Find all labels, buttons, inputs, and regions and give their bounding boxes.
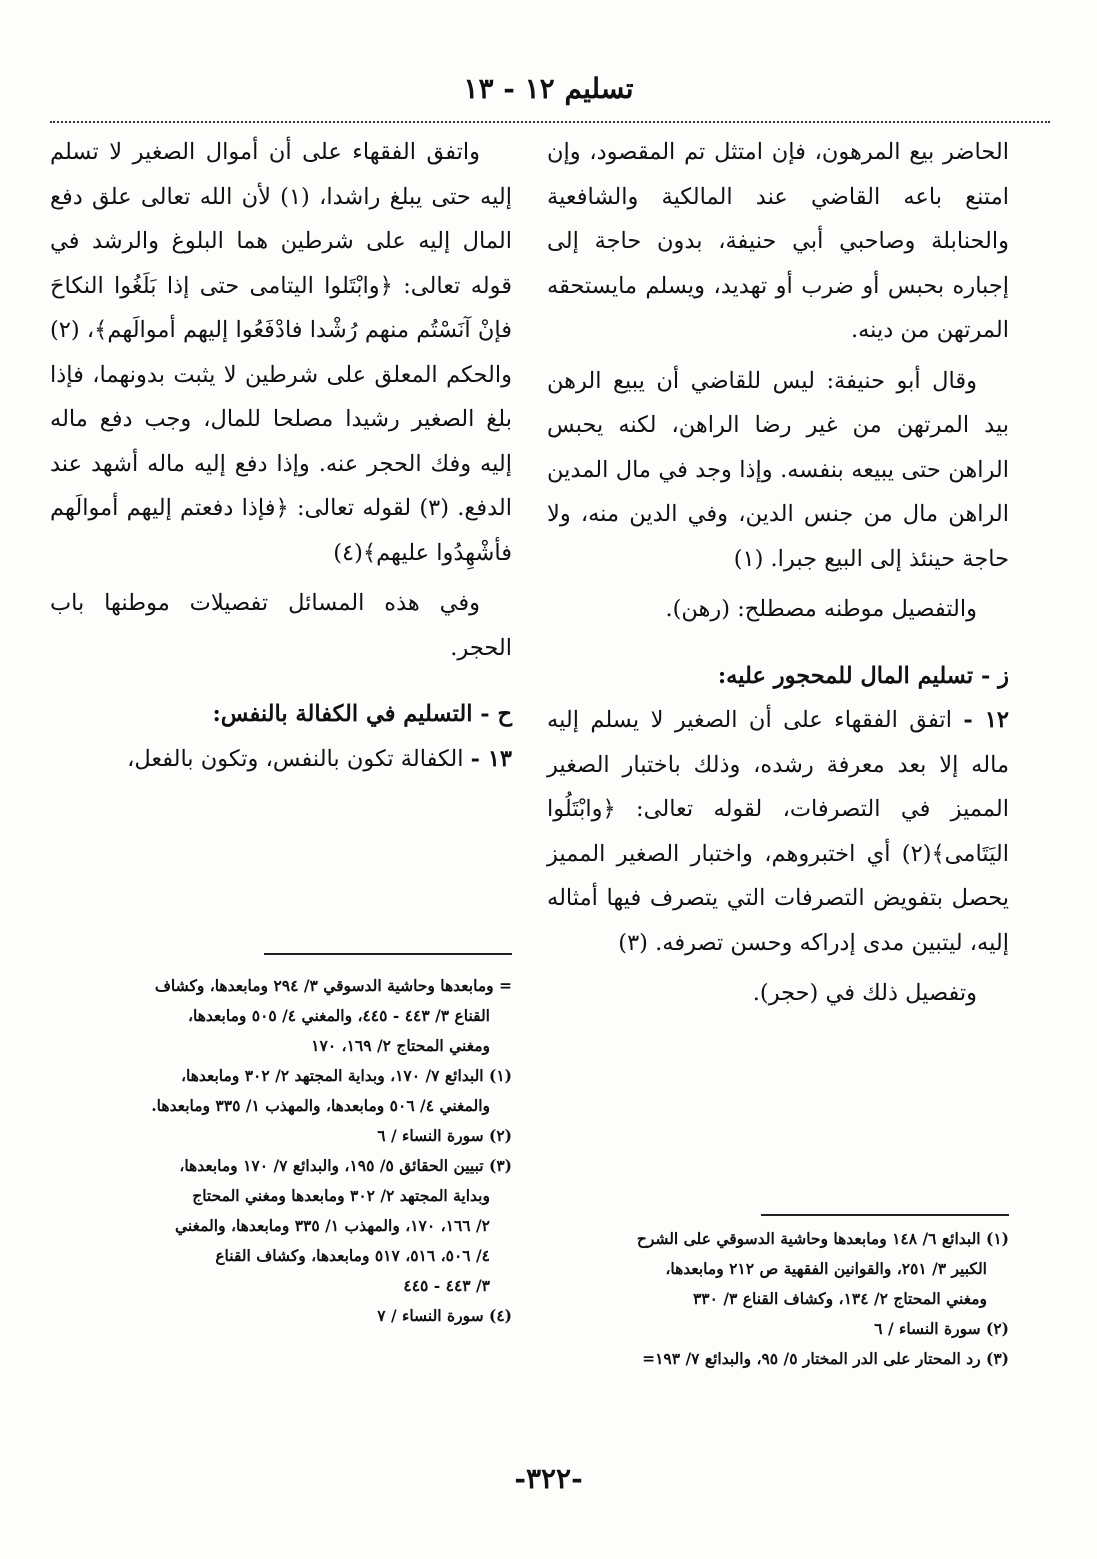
numbered-paragraph xyxy=(50,737,512,782)
footnote-line: (٣) تبيين الحقائق ٥/ ١٩٥، والبدائع ٧/ ١٧٠ ومابعدها، xyxy=(179,1156,512,1175)
footnote-line: ومغني المحتاج ٢/ ١٣٤، وكشاف القناع ٣/ ٣٣٠ xyxy=(692,1289,987,1308)
footnote-line: (٤) سورة النساء / ٧ xyxy=(377,1306,512,1325)
footnotes-left xyxy=(50,953,512,1331)
footnote-line: (٢) سورة النساء / ٦ xyxy=(377,1126,512,1145)
footnote-line: (٢) سورة النساء / ٦ xyxy=(874,1319,1009,1338)
paragraph: وقال أبو حنيفة: ليس للقاضي أن يبيع الرهن بيد المرتهن من غير رضا الراهن، لكنه يحبس الراهن حتى يبيعه بنفسه. وإذا وجد في مال المدين الراهن مال من جنس الدين، وفي الدين منه، ولا حاجة حينئذ إلى البيع جبرا. (١) xyxy=(547,367,1009,572)
footnote-line: ٢/ ١٦٦، ١٧٠، والمهذب ١/ ٣٣٥ ومابعدها، والمغني xyxy=(175,1216,490,1235)
paragraph: واتفق الفقهاء على أن أموال الصغير لا تسلم إليه حتى يبلغ راشدا، (١) لأن الله تعالى علق دفع المال إليه على شرطين هما البلوغ والرشد في قوله تعالى: ﴿وابْتَلوا اليتامى حتى إذا بَلَغُوا النكاحَ فإنْ آنَسْتُم منهم رُشْدا فادْفَعُوا إليهم أموالَهم﴾، (٢) والحكم المعلق على شرطين لا يثبت بدونهما، فإذا بلغ الصغير رشيدا مصلحا للمال، وجب دفع ماله إليه وفك الحجر عنه. وإذا دفع إليه ماله أشهد عند الدفع. (٣) لقوله تعالى: ﴿فإذا دفعتم إليهم أموالَهم فأشْهِدُوا عليهم﴾(٤) xyxy=(50,139,512,566)
footnote-line: والمغني ٤/ ٥٠٦ ومابعدها، والمهذب ١/ ٣٣٥ ومابعدها. xyxy=(151,1096,490,1115)
paragraph: الحاضر بيع المرهون، فإن امتثل تم المقصود، وإن امتنع باعه القاضي عند المالكية والشافعية والحنابلة وصاحبي أبي حنيفة، بدون حاجة إلى إجباره بحبس أو ضرب أو تهديد، ويسلم مايستحقه المرتهن من دينه. xyxy=(547,139,1009,343)
section-heading: ح - التسليم في الكفالة بالنفس: xyxy=(212,701,512,727)
footnote-line: (١) البدائع ٦/ ١٤٨ ومابعدها وحاشية الدسوقي على الشرح xyxy=(636,1229,1009,1248)
page-header-title: تسليم ١٢ - ١٣ xyxy=(463,72,634,105)
footnote-line: (٣) رد المحتار على الدر المختار ٥/ ٩٥، والبدائع ٧/ ١٩٣= xyxy=(642,1349,1009,1368)
paragraph: وتفصيل ذلك في (حجر). xyxy=(752,980,977,1006)
footnote-line: ومغني المحتاج ٢/ ١٦٩، ١٧٠ xyxy=(311,1036,490,1055)
paragraph: والتفصيل موطنه مصطلح: (رهن). xyxy=(665,596,977,622)
footnote-line: القناع ٣/ ٤٤٣ - ٤٤٥، والمغني ٤/ ٥٠٥ ومابعدها، xyxy=(188,1006,490,1025)
paragraph-number: ١٣ - xyxy=(470,745,512,772)
footnote-divider xyxy=(761,1214,1009,1216)
section-heading: ز - تسليم المال للمحجور عليه: xyxy=(717,662,1009,689)
right-column xyxy=(547,130,1009,1016)
footnote-line: وبداية المجتهد ٢/ ٣٠٢ ومابعدها ومغني المحتاج xyxy=(192,1186,490,1205)
paragraph-text: اتفق الفقهاء على أن الصغير لا يسلم إليه ماله إلا بعد معرفة رشده، وذلك باختبار الصغير المميز في التصرفات، لقوله تعالى: ﴿وابْتَلُوا اليَتَامى﴾(٢) أي اختبروهم، واختبار الصغير المميز يحصل بتفويض التصرفات التي يتصرف فيها أمثاله إليه، ليتبين مدى إدراكه وحسن تصرفه. (٣) xyxy=(547,707,1009,956)
page-number: -٣٢٢- xyxy=(514,1462,583,1495)
footnote-line: ٣/ ٤٤٣ - ٤٤٥ xyxy=(403,1276,490,1295)
footnote-divider xyxy=(264,953,512,955)
footnotes-right xyxy=(547,1214,1009,1374)
header-dotted-divider xyxy=(50,121,1050,123)
footnote-line: (١) البدائع ٧/ ١٧٠، وبداية المجتهد ٢/ ٣٠٢ ومابعدها، xyxy=(180,1066,512,1085)
footnote-line: = ومابعدها وحاشية الدسوقي ٣/ ٢٩٤ ومابعدها، وكشاف xyxy=(154,976,512,995)
numbered-paragraph xyxy=(547,698,1009,965)
paragraph: وفي هذه المسائل تفصيلات موطنها باب الحجر. xyxy=(50,590,512,661)
left-column xyxy=(50,130,512,781)
footnote-line: ٤/ ٥٠٦، ٥١٦، ٥١٧ ومابعدها، وكشاف القناع xyxy=(215,1246,490,1265)
footnote-line: الكبير ٣/ ٢٥١، والقوانين الفقهية ص ٢١٢ ومابعدها، xyxy=(665,1259,987,1278)
paragraph-number: ١٢ - xyxy=(963,707,1010,733)
paragraph-text: الكفالة تكون بالنفس، وتكون بالفعل، xyxy=(127,745,464,772)
